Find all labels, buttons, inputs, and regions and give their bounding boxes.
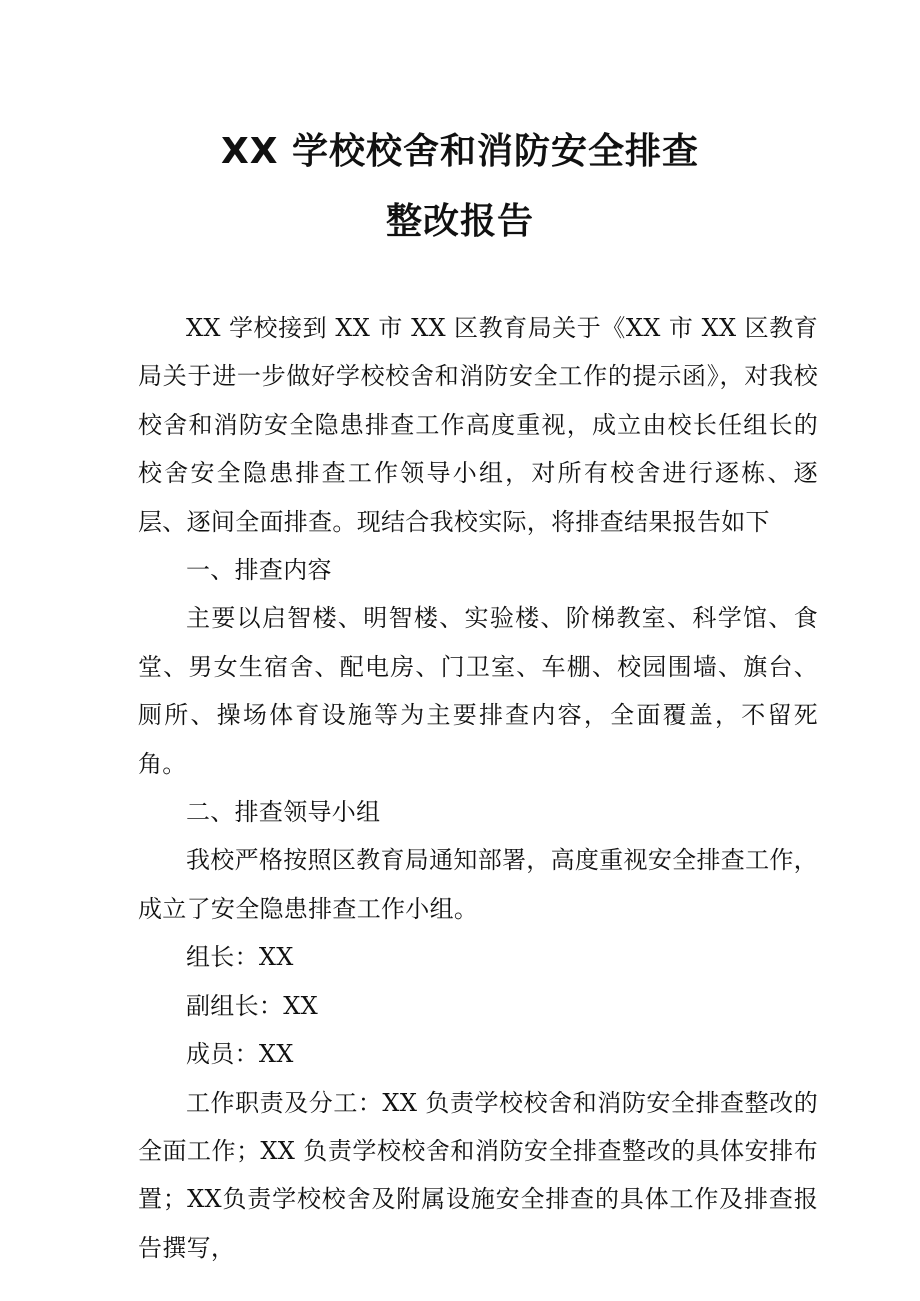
group-leader-line: 组长：XX: [186, 943, 294, 972]
intro-paragraph: XX 学校接到 XX 市 XX 区教育局关于《XX 市 XX 区教育局关于进一步做好学校校舍和消防安全工作的提示函》，对我校校舍和消防安全隐患排查工作高度重视，成立由校长任组长的校舍安全隐患排查工作领导小组，对所有校舍进行逐栋、逐层、逐间全面排查。现结合我校实际，将排查结果报告如下: [138, 314, 818, 536]
leadership-group-paragraph: 我校严格按照区教育局通知部署，高度重视安全排查工作，成立了安全隐患排查工作小组。: [138, 846, 818, 923]
document-title-line-1: XX 学校校舍和消防安全排查: [220, 131, 700, 172]
section-heading-leadership-group: 二、排查领导小组: [186, 798, 381, 827]
inspection-content-paragraph: 主要以启智楼、明智楼、实验楼、阶梯教室、科学馆、食堂、男女生宿舍、配电房、门卫室、车棚、校园围墙、旗台、厕所、操场体育设施等为主要排查内容，全面覆盖，不留死角。: [138, 604, 818, 778]
responsibilities-paragraph: 工作职责及分工：XX 负责学校校舍和消防安全排查整改的全面工作；XX 负责学校校舍和消防安全排查整改的具体安排布置；XX负责学校校舍及附属设施安全排查的具体工作及排查报告撰写，: [138, 1088, 818, 1262]
members-line: 成员：XX: [186, 1040, 294, 1069]
document-body: [138, 304, 818, 1272]
section-heading-inspection-content: 一、排查内容: [186, 556, 332, 585]
deputy-leader-line: 副组长：XX: [186, 991, 318, 1020]
document-title-line-2: 整改报告: [385, 201, 534, 242]
